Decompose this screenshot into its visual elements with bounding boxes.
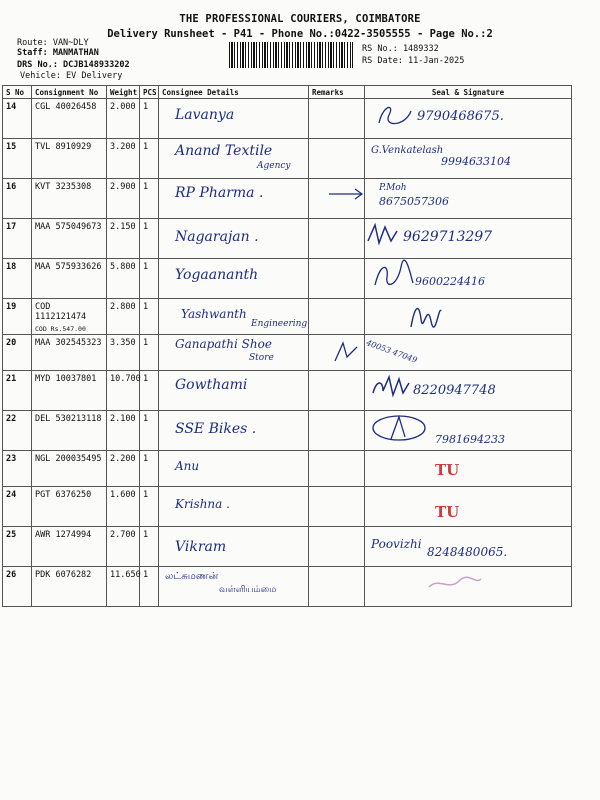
row-sno: 25 xyxy=(3,527,32,567)
row-weight: 2.700 xyxy=(107,527,140,567)
seal-phone: 9790468675. xyxy=(417,109,504,124)
row-remarks xyxy=(309,335,365,371)
consignee-handwriting: Vikram xyxy=(175,539,227,555)
table-row xyxy=(3,179,572,219)
drs-number: DRS No.: DCJB148933202 xyxy=(17,60,130,70)
row-remarks xyxy=(309,99,365,139)
row-weight: 2.800 xyxy=(107,299,140,335)
row-consignee xyxy=(159,567,309,607)
row-pcs: 1 xyxy=(140,299,159,335)
table-row xyxy=(3,487,572,527)
row-remarks xyxy=(309,451,365,487)
col-seal: Seal & Signature xyxy=(365,86,572,99)
row-consignment: NGL 200035495 xyxy=(32,451,107,487)
seal-phone: 8675057306 xyxy=(379,195,449,208)
row-seal xyxy=(365,371,572,411)
row-seal xyxy=(365,139,572,179)
col-remarks: Remarks xyxy=(309,86,365,99)
row-sno: 17 xyxy=(3,219,32,259)
row-pcs: 1 xyxy=(140,487,159,527)
row-consignment: KVT 3235308 xyxy=(32,179,107,219)
row-consignee xyxy=(159,411,309,451)
row-seal xyxy=(365,99,572,139)
table-row xyxy=(3,259,572,299)
row-sno: 16 xyxy=(3,179,32,219)
signature-scribble xyxy=(371,259,415,291)
signature-scribble xyxy=(405,299,445,331)
arrow-icon xyxy=(327,187,367,201)
row-pcs: 1 xyxy=(140,451,159,487)
row-weight: 2.150 xyxy=(107,219,140,259)
row-consignee xyxy=(159,335,309,371)
row-weight: 2.900 xyxy=(107,179,140,219)
row-seal xyxy=(365,219,572,259)
row-consignee xyxy=(159,219,309,259)
row-remarks xyxy=(309,219,365,259)
signature-scribble xyxy=(331,339,361,365)
seal-name: Poovizhi xyxy=(371,537,422,551)
table-row xyxy=(3,299,572,335)
row-weight: 2.000 xyxy=(107,99,140,139)
row-seal xyxy=(365,299,572,335)
col-pcs: PCS xyxy=(140,86,159,99)
row-consignment: PDK 6076282 xyxy=(32,567,107,607)
row-seal xyxy=(365,567,572,607)
row-sno: 24 xyxy=(3,487,32,527)
row-remarks xyxy=(309,299,365,335)
row-consignee xyxy=(159,527,309,567)
row-consignee xyxy=(159,259,309,299)
consignee-handwriting: Lavanya xyxy=(175,107,235,123)
consignee-handwriting-2: Store xyxy=(249,353,274,363)
row-remarks xyxy=(309,259,365,299)
table-row xyxy=(3,451,572,487)
consignee-handwriting: Nagarajan . xyxy=(175,229,259,245)
row-pcs: 1 xyxy=(140,335,159,371)
seal-name: P.Moh xyxy=(379,183,407,193)
seal-phone: 8220947748 xyxy=(413,383,496,398)
row-pcs: 1 xyxy=(140,567,159,607)
row-pcs: 1 xyxy=(140,259,159,299)
row-weight: 10.700 xyxy=(107,371,140,411)
row-sno: 22 xyxy=(3,411,32,451)
signature-scribble xyxy=(369,373,413,405)
row-seal xyxy=(365,179,572,219)
table-row xyxy=(3,139,572,179)
row-consignment: MYD 10037801 xyxy=(32,371,107,411)
row-consignee xyxy=(159,99,309,139)
seal-phone: 7981694233 xyxy=(435,433,505,446)
seal-mark: TU xyxy=(435,503,460,521)
table-row xyxy=(3,411,572,451)
rs-date: RS Date: 11-Jan-2025 xyxy=(362,56,465,66)
row-consignee xyxy=(159,139,309,179)
row-weight: 2.200 xyxy=(107,451,140,487)
route-label: Route: VAN~DLY xyxy=(17,38,89,48)
staff-label: Staff: MANMATHAN xyxy=(17,48,99,58)
consignee-handwriting: Yogaananth xyxy=(175,267,259,283)
signature-scribble xyxy=(365,221,401,249)
row-weight: 5.800 xyxy=(107,259,140,299)
cod-amount: COD Rs.547.00 xyxy=(35,325,86,333)
row-pcs: 1 xyxy=(140,99,159,139)
row-consignment: DEL 530213118 xyxy=(32,411,107,451)
signature-scribble xyxy=(375,101,415,131)
row-weight: 1.600 xyxy=(107,487,140,527)
barcode-image xyxy=(229,42,353,68)
consignee-handwriting: Krishna . xyxy=(175,497,230,511)
row-consignee xyxy=(159,299,309,335)
seal-name: G.Venkatelash xyxy=(371,145,444,156)
consignee-handwriting: SSE Bikes . xyxy=(175,421,257,437)
seal-phone: 9994633104 xyxy=(441,155,511,168)
row-pcs: 1 xyxy=(140,527,159,567)
row-pcs: 1 xyxy=(140,371,159,411)
col-consignment: Consignment No xyxy=(32,86,107,99)
seal-note: 40053 47049 xyxy=(365,338,419,365)
row-pcs: 1 xyxy=(140,219,159,259)
row-consignment-number: COD 1112121474 xyxy=(35,302,87,322)
row-sno: 18 xyxy=(3,259,32,299)
seal-stamp-faint xyxy=(425,573,485,595)
consignee-handwriting: Gowthami xyxy=(175,377,248,393)
consignee-handwriting-2: Engineering xyxy=(251,319,308,329)
table-header-row xyxy=(3,86,572,99)
consignee-handwriting-2: Agency xyxy=(257,161,291,171)
row-consignment: AWR 1274994 xyxy=(32,527,107,567)
row-remarks xyxy=(309,139,365,179)
table-row xyxy=(3,371,572,411)
row-consignment: MAA 302545323 xyxy=(32,335,107,371)
row-sno: 21 xyxy=(3,371,32,411)
row-sno: 14 xyxy=(3,99,32,139)
seal-phone: 9629713297 xyxy=(403,229,493,245)
row-consignment: CGL 40026458 xyxy=(32,99,107,139)
row-consignee xyxy=(159,451,309,487)
row-consignment: MAA 575933626 xyxy=(32,259,107,299)
row-sno: 15 xyxy=(3,139,32,179)
table-row xyxy=(3,567,572,607)
row-weight: 2.100 xyxy=(107,411,140,451)
seal-mark: TU xyxy=(435,461,460,479)
row-sno: 20 xyxy=(3,335,32,371)
seal-phone: 9600224416 xyxy=(415,275,485,288)
consignee-handwriting: Yashwanth xyxy=(181,307,247,321)
consignee-handwriting: Anand Textile xyxy=(175,143,273,159)
col-sno: S No xyxy=(3,86,32,99)
row-pcs: 1 xyxy=(140,179,159,219)
row-remarks xyxy=(309,371,365,411)
row-consignment xyxy=(32,299,107,335)
col-consignee: Consignee Details xyxy=(159,86,309,99)
runsheet-title: Delivery Runsheet - P41 - Phone No.:0422-3505555 - Page No.:2 xyxy=(107,28,493,40)
row-remarks xyxy=(309,487,365,527)
row-remarks xyxy=(309,527,365,567)
row-consignee xyxy=(159,487,309,527)
row-seal xyxy=(365,487,572,527)
row-remarks xyxy=(309,567,365,607)
row-seal xyxy=(365,259,572,299)
company-name: THE PROFESSIONAL COURIERS, COIMBATORE xyxy=(179,13,421,25)
consignee-handwriting: லட்சுமணன் xyxy=(165,571,219,582)
row-consignment: MAA 575049673 xyxy=(32,219,107,259)
table-row xyxy=(3,527,572,567)
row-sno: 19 xyxy=(3,299,32,335)
table-row xyxy=(3,335,572,371)
table-row xyxy=(3,219,572,259)
row-consignment: PGT 6376250 xyxy=(32,487,107,527)
col-weight: Weight xyxy=(107,86,140,99)
row-seal xyxy=(365,335,572,371)
row-seal xyxy=(365,411,572,451)
row-weight: 3.350 xyxy=(107,335,140,371)
row-weight: 3.200 xyxy=(107,139,140,179)
row-consignment: TVL 8910929 xyxy=(32,139,107,179)
consignee-handwriting-2: வள்ளியம்மை xyxy=(219,585,277,595)
row-seal xyxy=(365,451,572,487)
row-consignee xyxy=(159,179,309,219)
row-pcs: 1 xyxy=(140,139,159,179)
consignee-handwriting: Ganapathi Shoe xyxy=(175,337,272,351)
vehicle-label: Vehicle: EV Delivery xyxy=(20,71,123,81)
rs-number: RS No.: 1489332 xyxy=(362,44,439,54)
row-sno: 26 xyxy=(3,567,32,607)
runsheet-table xyxy=(2,85,572,607)
row-pcs: 1 xyxy=(140,411,159,451)
table-row xyxy=(3,99,572,139)
row-consignee xyxy=(159,371,309,411)
seal-phone: 8248480065. xyxy=(427,545,508,559)
row-weight: 11.650 xyxy=(107,567,140,607)
consignee-handwriting: Anu xyxy=(175,459,200,473)
row-sno: 23 xyxy=(3,451,32,487)
row-seal xyxy=(365,527,572,567)
consignee-handwriting: RP Pharma . xyxy=(175,185,264,201)
row-remarks xyxy=(309,411,365,451)
